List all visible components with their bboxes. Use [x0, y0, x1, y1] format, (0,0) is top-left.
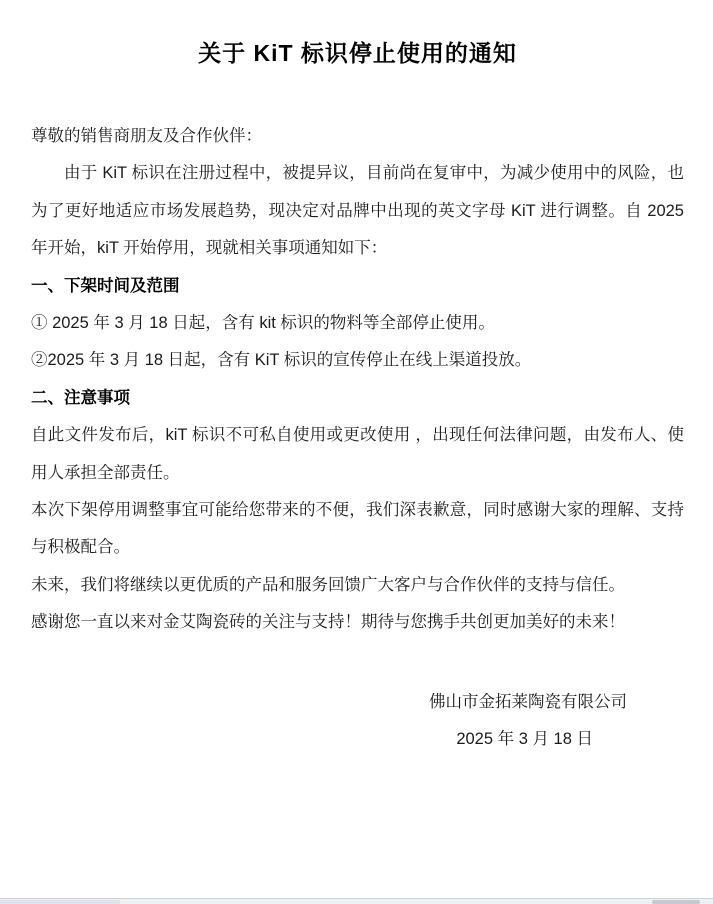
section-2-heading: 二、注意事项 [31, 388, 130, 407]
section-1-heading: 一、下架时间及范围 [31, 276, 180, 295]
signature-date: 2025 年 3 月 18 日 [456, 730, 593, 749]
section-2-paragraph-1: 自此文件发布后，kiT 标识不可私自使用或更改使用 ，出现任何法律问题，由发布人、使用人承担全部责任。 [31, 426, 684, 482]
horizontal-scrollbar-thumb[interactable] [652, 900, 700, 904]
notice-document [0, 36, 713, 904]
horizontal-scrollbar-track[interactable] [0, 898, 713, 904]
signature-company: 佛山市金拓莱陶瓷有限公司 [429, 692, 627, 711]
section-1-item-1: ① 2025 年 3 月 18 日起，含有 kit 标识的物料等全部停止使用。 [31, 314, 495, 333]
horizontal-scrollbar-left-segment [0, 900, 120, 904]
section-2-paragraph-4: 感谢您一直以来对金艾陶瓷砖的关注与支持！期待与您携手共创更加美好的未来！ [31, 613, 625, 632]
document-title: 关于 KiT 标识停止使用的通知 [198, 40, 517, 66]
intro-paragraph: 由于 KiT 标识在注册过程中，被提异议，目前尚在复审中，为减少使用中的风险，也为了更好地适应市场发展趋势，现决定对品牌中出现的英文字母 KiT 进行调整。自 2025 年开始，kiT 开始停用，现就相关事项通知如下： [31, 164, 684, 258]
document-body [31, 118, 684, 759]
greeting-line: 尊敬的销售商朋友及合作伙伴： [31, 127, 262, 145]
section-2-paragraph-2: 本次下架停用调整事宜可能给您带来的不便，我们深表歉意，同时感谢大家的理解、支持与积极配合。 [31, 501, 684, 557]
signature-block [31, 684, 684, 759]
section-2-paragraph-3: 未来，我们将继续以更优质的产品和服务回馈广大客户与合作伙伴的支持与信任。 [31, 575, 625, 594]
section-1-item-2: ②2025 年 3 月 18 日起，含有 KiT 标识的宣传停止在线上渠道投放。 [31, 351, 532, 370]
